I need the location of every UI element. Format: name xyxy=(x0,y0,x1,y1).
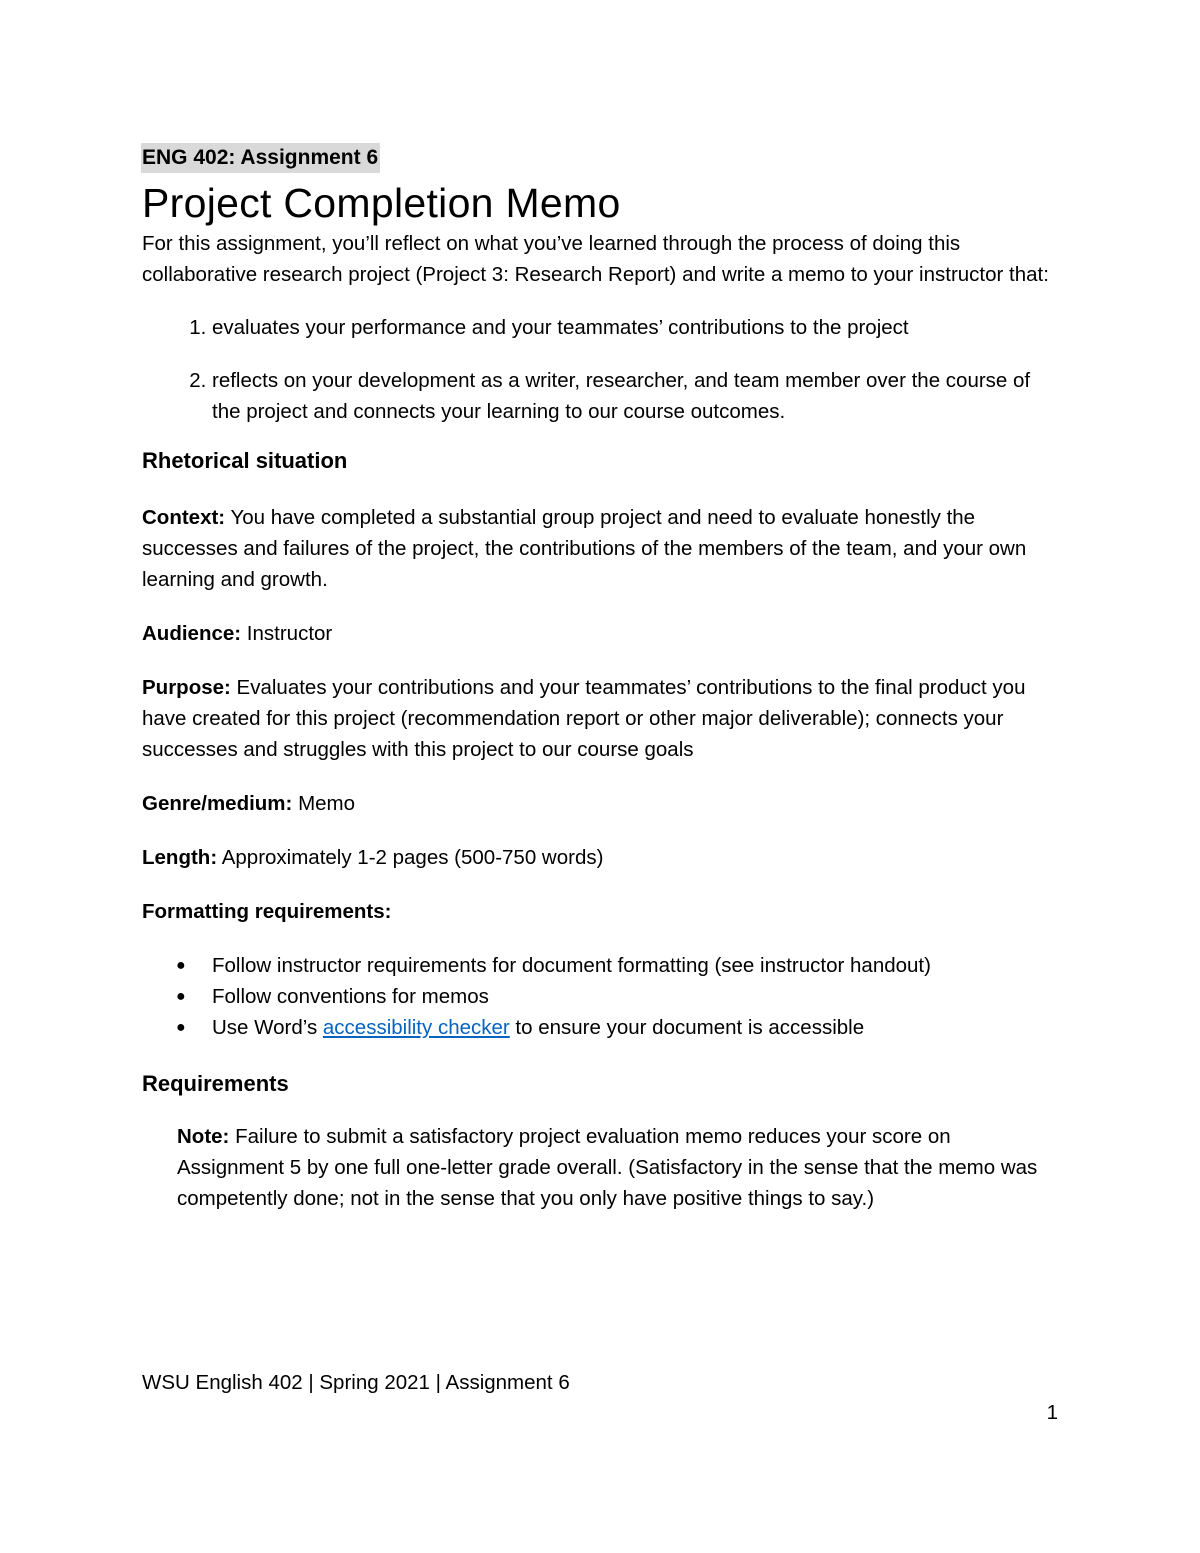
formatting-item-text: to ensure your document is accessible xyxy=(509,1016,865,1039)
note-text: Failure to submit a satisfactory project evaluation memo reduces your score on Assignment 5 by one full one-letter grade overall. (Satisfactory in the sense that the memo was competently done; not in the sense that you only have positive things to say.) xyxy=(177,1125,1038,1210)
context-paragraph xyxy=(142,502,1062,595)
formatting-label: Formatting requirements: xyxy=(142,900,392,923)
formatting-list xyxy=(142,950,1062,1043)
formatting-item xyxy=(142,981,1062,1012)
purpose-paragraph xyxy=(142,672,1062,765)
goal-item: 1. evaluates your performance and your teammates’ contributions to the project xyxy=(212,312,1062,343)
formatting-item-text: Follow conventions for memos xyxy=(212,985,489,1008)
audience-label: Audience: xyxy=(142,622,242,645)
document-body xyxy=(142,142,1062,1214)
accessibility-checker-link[interactable]: accessibility checker xyxy=(322,1016,510,1039)
purpose-text: Evaluates your contributions and your teammates’ contributions to the final product you have created for this project (recommendation report or other major deliverable); connects your successes and struggles with this project to our course goals xyxy=(142,676,1026,761)
rhetorical-situation-heading: Rhetorical situation xyxy=(142,448,348,473)
formatting-item xyxy=(142,1012,1062,1043)
length-paragraph xyxy=(142,842,1062,873)
formatting-item xyxy=(142,950,1062,981)
genre-paragraph xyxy=(142,788,1062,819)
audience-text: Instructor xyxy=(241,622,333,645)
bullet-icon: ● xyxy=(176,957,186,974)
page-footer: WSU English 402 | Spring 2021 | Assignment 6 xyxy=(142,1371,570,1394)
audience-paragraph xyxy=(142,618,1062,649)
page-number: 1 xyxy=(1046,1401,1058,1424)
genre-text: Memo xyxy=(292,792,356,815)
bullet-icon: ● xyxy=(176,1019,186,1036)
goal-item: 2. reflects on your development as a writer, researcher, and team member over the course of the project and connects your learning to our course outcomes. xyxy=(212,365,1062,427)
length-label: Length: xyxy=(142,846,218,869)
formatting-item-text: Follow instructor requirements for document formatting (see instructor handout) xyxy=(212,954,931,977)
page-title: Project Completion Memo xyxy=(142,180,621,226)
goals-list xyxy=(142,312,1062,427)
requirements-note xyxy=(177,1121,1062,1214)
formatting-item-text: Use Word’s xyxy=(212,1016,323,1039)
purpose-label: Purpose: xyxy=(142,676,231,699)
length-text: Approximately 1-2 pages (500-750 words) xyxy=(217,846,604,869)
bullet-icon: ● xyxy=(176,988,186,1005)
context-text: You have completed a substantial group project and need to evaluate honestly the successes and failures of the project, the contributions of the members of the team, and your own learning and growth. xyxy=(142,506,1027,591)
intro-paragraph: For this assignment, you’ll reflect on what you’ve learned through the process of doing this collaborative research project (Project 3: Research Report) and write a memo to your instructor that: xyxy=(142,232,1049,286)
formatting-paragraph xyxy=(142,896,1062,927)
requirements-heading: Requirements xyxy=(142,1071,289,1096)
context-label: Context: xyxy=(142,506,226,529)
note-label: Note: xyxy=(177,1125,230,1148)
assignment-kicker: ENG 402: Assignment 6 xyxy=(141,143,380,173)
genre-label: Genre/medium: xyxy=(142,792,293,815)
